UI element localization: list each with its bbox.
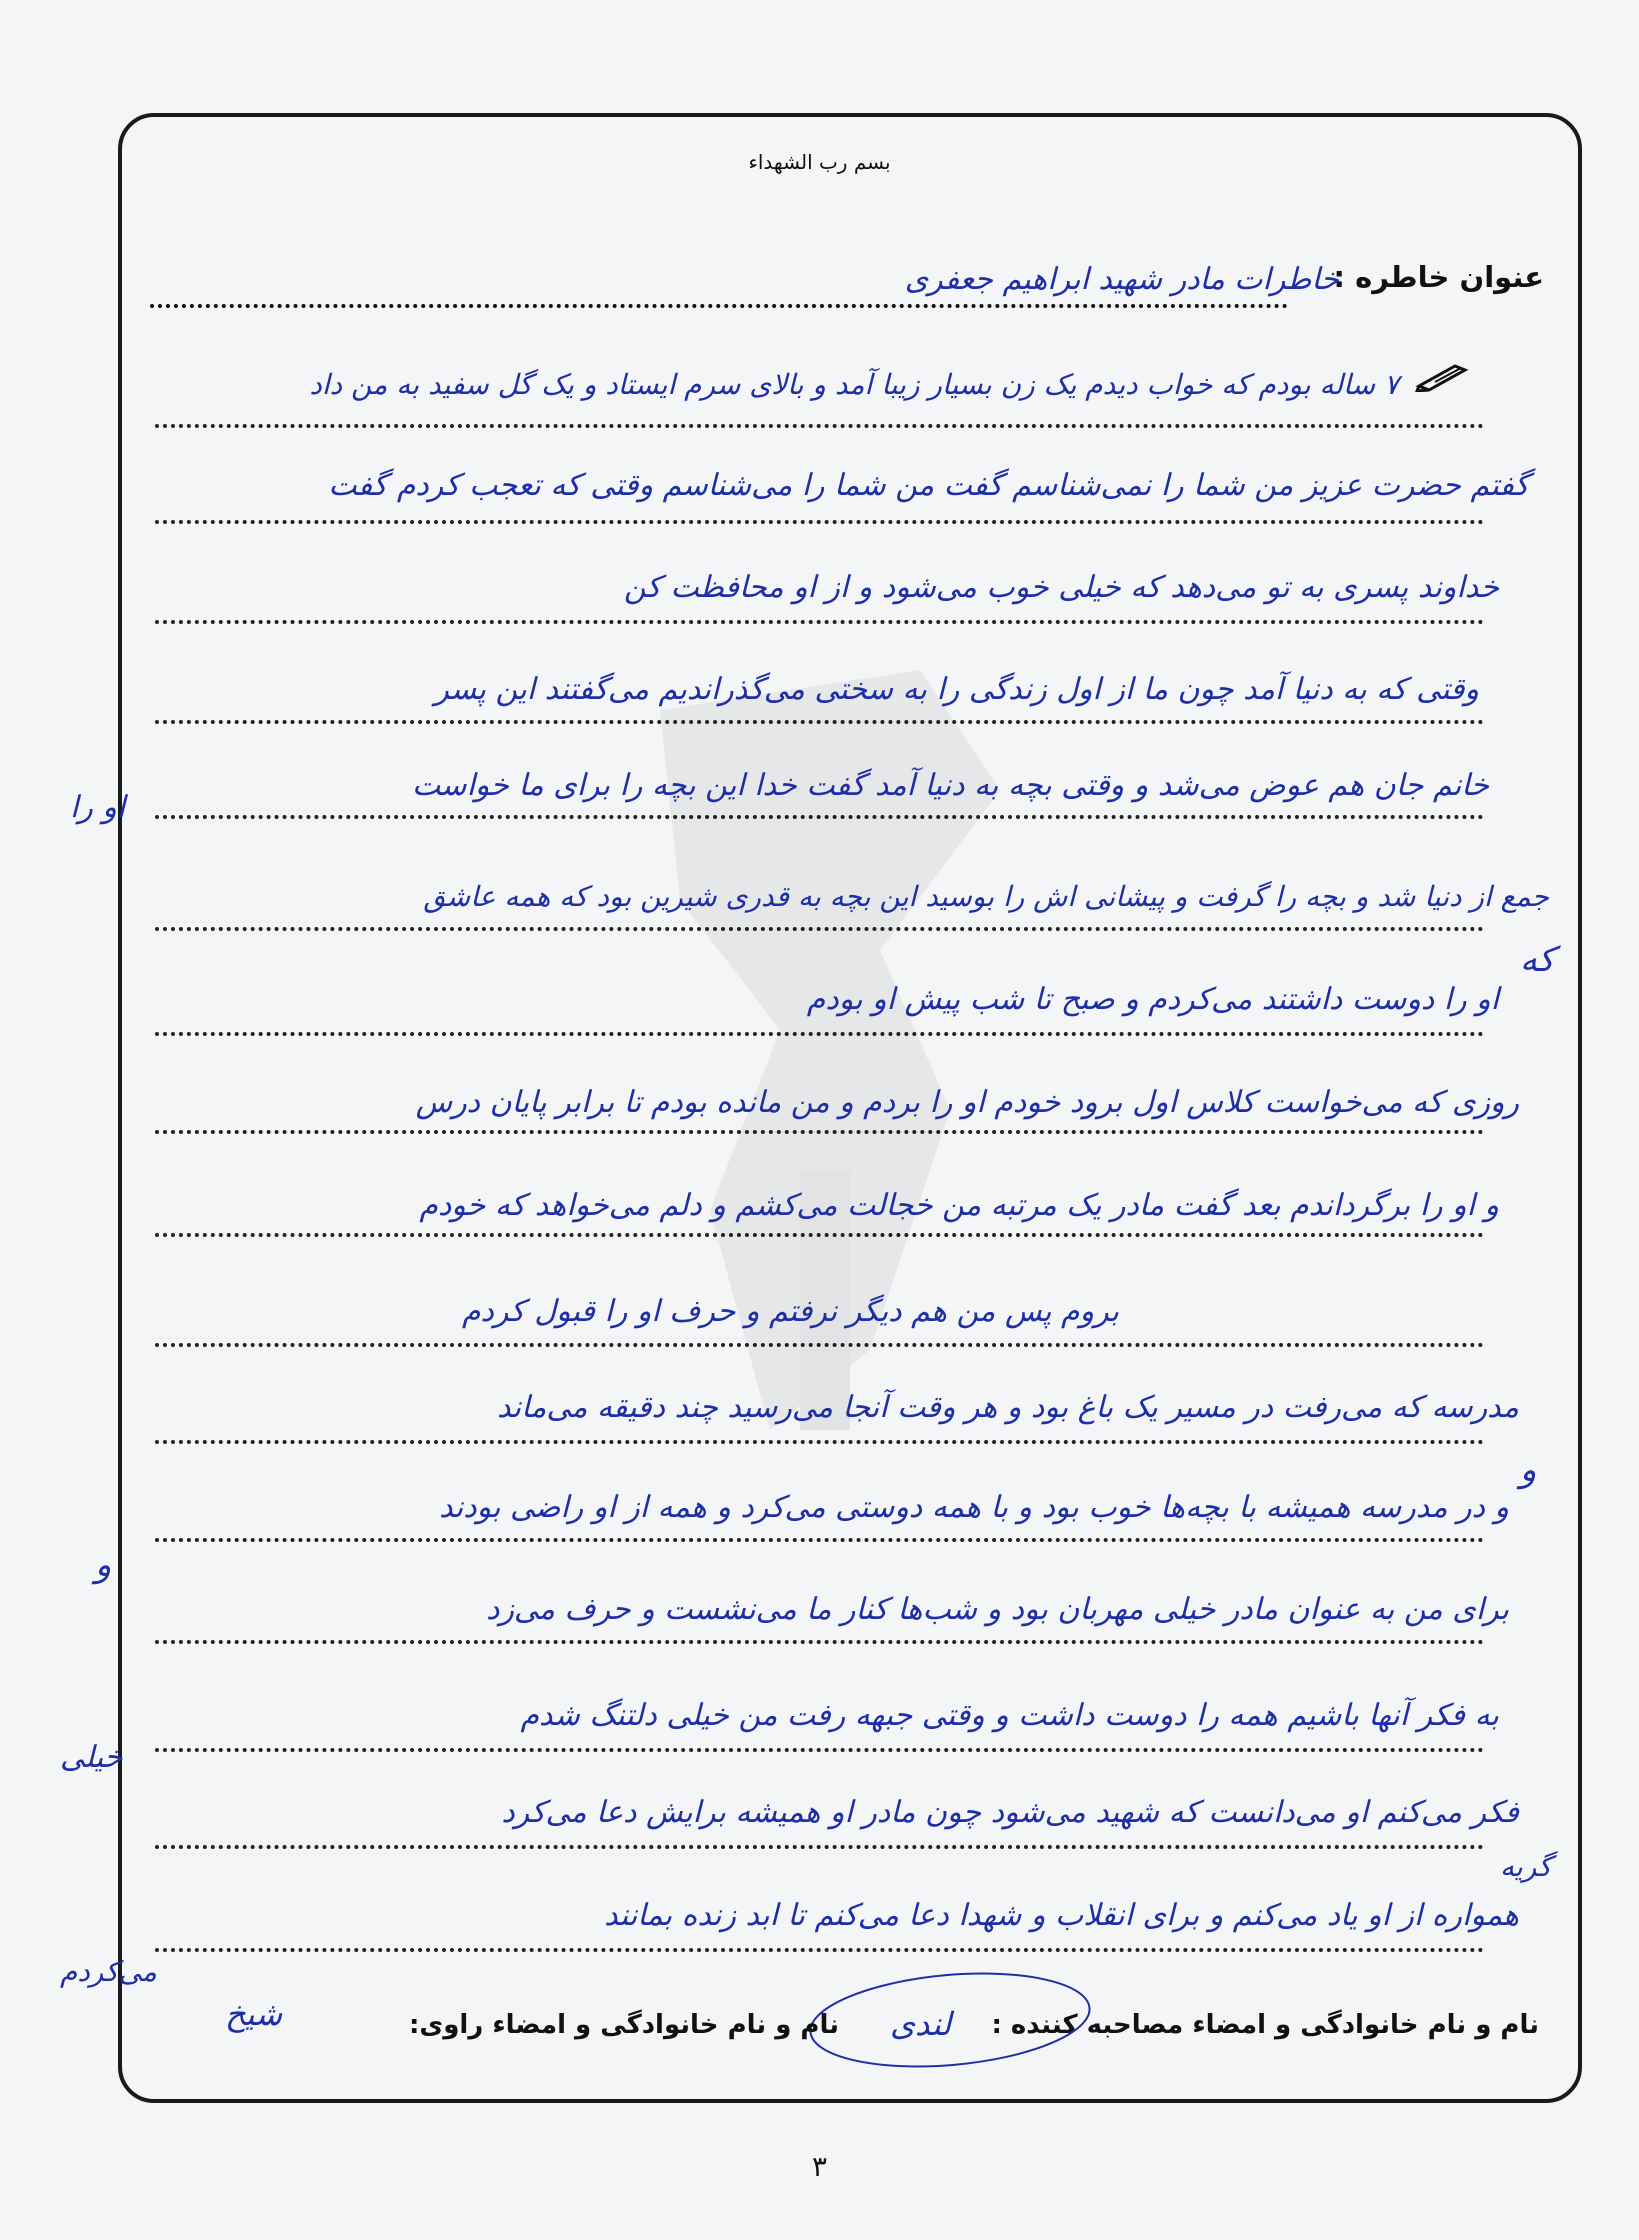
ruled-line <box>155 424 1484 428</box>
handwritten-line: روزی که می‌خواست کلاس اول برود خودم او را بردم و من مانده بودم تا برابر پایان درس <box>415 1085 1519 1120</box>
topic-dotted-line <box>150 304 1288 308</box>
margin-note: گریه <box>1500 1850 1552 1883</box>
ruled-line <box>155 1948 1484 1952</box>
pen-icon <box>1415 360 1471 392</box>
handwritten-line: به فکر آنها باشیم همه را دوست داشت و وقتی جبهه رفت من خیلی دلتنگ شدم <box>520 1698 1499 1733</box>
interviewer-label: نام و نام خانوادگی و امضاء مصاحبه کننده : <box>991 2010 1539 2040</box>
handwritten-line: فکر می‌کنم او می‌دانست که شهید می‌شود چون مادر او همیشه برایش دعا می‌کرد <box>501 1795 1519 1830</box>
ruled-line <box>155 520 1484 524</box>
handwritten-line: او را دوست داشتند می‌کردم و صبح تا شب پیش او بودم <box>806 982 1499 1017</box>
ruled-line <box>155 720 1484 724</box>
handwritten-line: و او را برگرداندم بعد گفت مادر یک مرتبه من خجالت می‌کشم و دلم می‌خواهد که خودم <box>419 1188 1499 1223</box>
handwritten-line: خداوند پسری به تو می‌دهد که خیلی خوب می‌شود و از او محافظت کن <box>623 570 1499 605</box>
ruled-line <box>155 1343 1484 1347</box>
margin-note: او را <box>70 790 126 825</box>
page-title: بسم رب الشهداء <box>748 150 891 174</box>
ruled-line <box>155 927 1484 931</box>
ruled-line <box>155 1032 1484 1036</box>
margin-note: خیلی <box>60 1740 123 1775</box>
signature-loop <box>800 1960 1100 2080</box>
handwritten-line: و در مدرسه همیشه با بچه‌ها خوب بود و با همه دوستی می‌کرد و همه از او راضی بودند <box>439 1490 1509 1525</box>
topic-handwritten-text: خاطرات مادر شهید ابراهیم جعفری <box>904 262 1339 297</box>
margin-note: و <box>1520 1450 1537 1490</box>
handwritten-line: وقتی که به دنیا آمد چون ما از اول زندگی را به سختی می‌گذراندیم می‌گفتند این پسر <box>434 672 1479 707</box>
ruled-line <box>155 1748 1484 1752</box>
handwritten-line: همواره از او یاد می‌کنم و برای انقلاب و شهدا دعا می‌کنم تا ابد زنده بمانند <box>604 1898 1519 1933</box>
topic-label: عنوان خاطره : <box>1333 260 1544 294</box>
interviewer-signature: لندی <box>890 2005 952 2043</box>
narrator-label: نام و نام خانوادگی و امضاء راوی: <box>409 2010 839 2040</box>
ruled-line <box>155 1440 1484 1444</box>
ruled-line <box>155 1538 1484 1542</box>
ruled-line <box>155 1130 1484 1134</box>
handwritten-line: برای من به عنوان مادر خیلی مهربان بود و شب‌ها کنار ما می‌نشست و حرف می‌زد <box>486 1592 1509 1627</box>
narrator-signature: شیخ <box>225 1995 283 2033</box>
ruled-line <box>155 815 1484 819</box>
ruled-line <box>155 1845 1484 1849</box>
margin-note: که <box>1520 940 1555 980</box>
ruled-line <box>155 620 1484 624</box>
ruled-line <box>155 1640 1484 1644</box>
handwritten-line: مدرسه که می‌رفت در مسیر یک باغ بود و هر وقت آنجا می‌رسید چند دقیقه می‌ماند <box>497 1390 1519 1425</box>
handwritten-line: خانم جان هم عوض می‌شد و وقتی بچه به دنیا آمد گفت خدا این بچه را برای ما خواست <box>411 768 1489 803</box>
handwritten-line: جمع از دنیا شد و بچه را گرفت و پیشانی اش را بوسید این بچه به قدری شیرین بود که همه عاشق <box>423 880 1549 913</box>
ruled-line <box>155 1233 1484 1237</box>
handwritten-line: بروم پس من هم دیگر نرفتم و حرف او را قبول کردم <box>461 1294 1119 1329</box>
margin-note: و <box>95 1545 112 1585</box>
margin-note: می‌کردم <box>60 1955 157 1988</box>
page-number: ۳ <box>811 2150 828 2183</box>
handwritten-line: ۷ ساله بودم که خواب دیدم یک زن بسیار زیبا آمد و بالای سرم ایستاد و یک گل سفید به من داد <box>309 368 1399 401</box>
handwritten-line: گفتم حضرت عزیز من شما را نمی‌شناسم گفت من شما را می‌شناسم وقتی که تعجب کردم گفت <box>328 468 1529 503</box>
